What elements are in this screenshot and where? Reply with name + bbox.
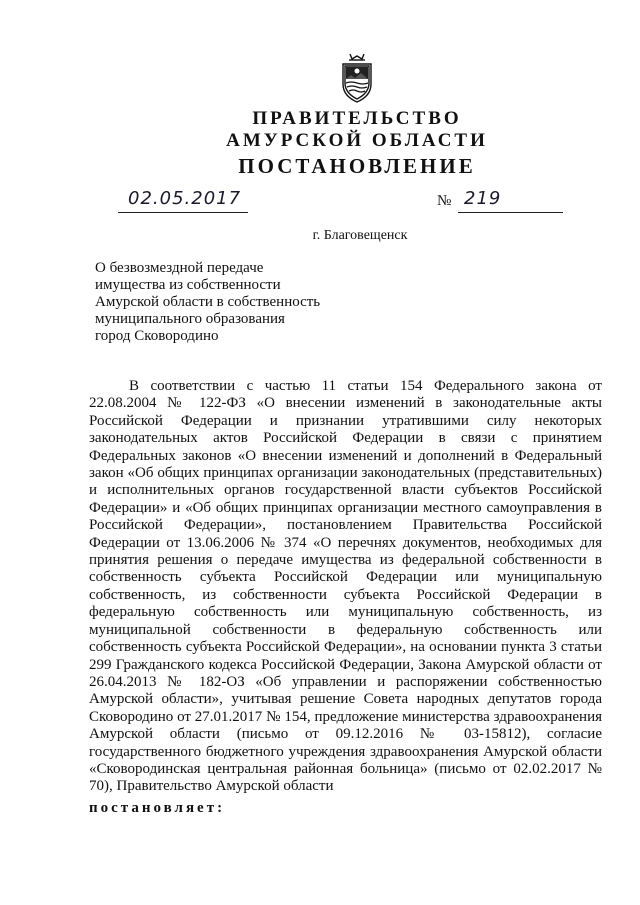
government-title: ПРАВИТЕЛЬСТВО	[252, 108, 462, 129]
city-label: г. Благовещенск	[312, 228, 408, 243]
subject-block	[95, 260, 320, 345]
region-title: АМУРСКОЙ ОБЛАСТИ	[226, 130, 488, 151]
coat-of-arms-icon	[337, 50, 377, 104]
number-field	[458, 190, 563, 213]
subject-line: Амурской области в собственность	[95, 294, 321, 310]
body-text	[89, 378, 602, 796]
subject-line: О безвозмездной передаче	[95, 260, 264, 276]
subject-line: город Сковородино	[95, 328, 219, 344]
body-paragraph: В соответствии с частью 11 статьи 154 Федерального закона от 22.08.2004 № 122-ФЗ «О внесении изменений в законодательные акты Российской Федерации и признании утратившими силу некоторых законодательных актов Российской Федерации в связи с принятием Федеральных законов «О внесении изменений и дополнений в Федеральный закон «Об общих принципах организации законодательных (представительных) и исполнительных органов государственной власти субъектов Российской Федерации» и «Об общих принципах организации местного самоуправления в Российской Федерации», постановлением Правительства Российской Федерации от 13.06.2006 № 374 «О перечнях документов, необходимых для принятия решения о передаче имущества из федеральной собственности в собственность субъекта Российской Федерации или муниципальную собственность, из собственности субъекта Российской Федерации в федеральную собственность или муниципальную собственность, из муниципальной собственности в федеральную собственность или собственность субъекта Российской Федерации», на основании пункта 3 статьи 299 Гражданского кодекса Российской Федерации, Закона Амурской области от 26.04.2013 № 182-ОЗ «Об управлении и распоряжении собственностью Амурской области», учитывая решение Совета народных депутатов города Сковородино от 27.01.2017 № 154, предложение министерства здравоохранения Амурской области (письмо от 09.12.2016 № 03-15812), согласие государственного бюджетного учреждения здравоохранения Амурской области «Сковородинская центральная районная больница» (письмо от 02.02.2017 № 70), Правительство Амурской области	[89, 378, 602, 795]
number-value: 219	[464, 188, 502, 209]
date-field	[118, 190, 248, 213]
number-sign: №	[437, 193, 452, 209]
document-type-title: ПОСТАНОВЛЕНИЕ	[238, 154, 476, 178]
date-value: 02.05.2017	[128, 188, 242, 209]
subject-line: муниципального образования	[95, 311, 285, 327]
decree-word: постановляет:	[89, 800, 226, 816]
subject-line: имущества из собственности	[95, 277, 281, 293]
